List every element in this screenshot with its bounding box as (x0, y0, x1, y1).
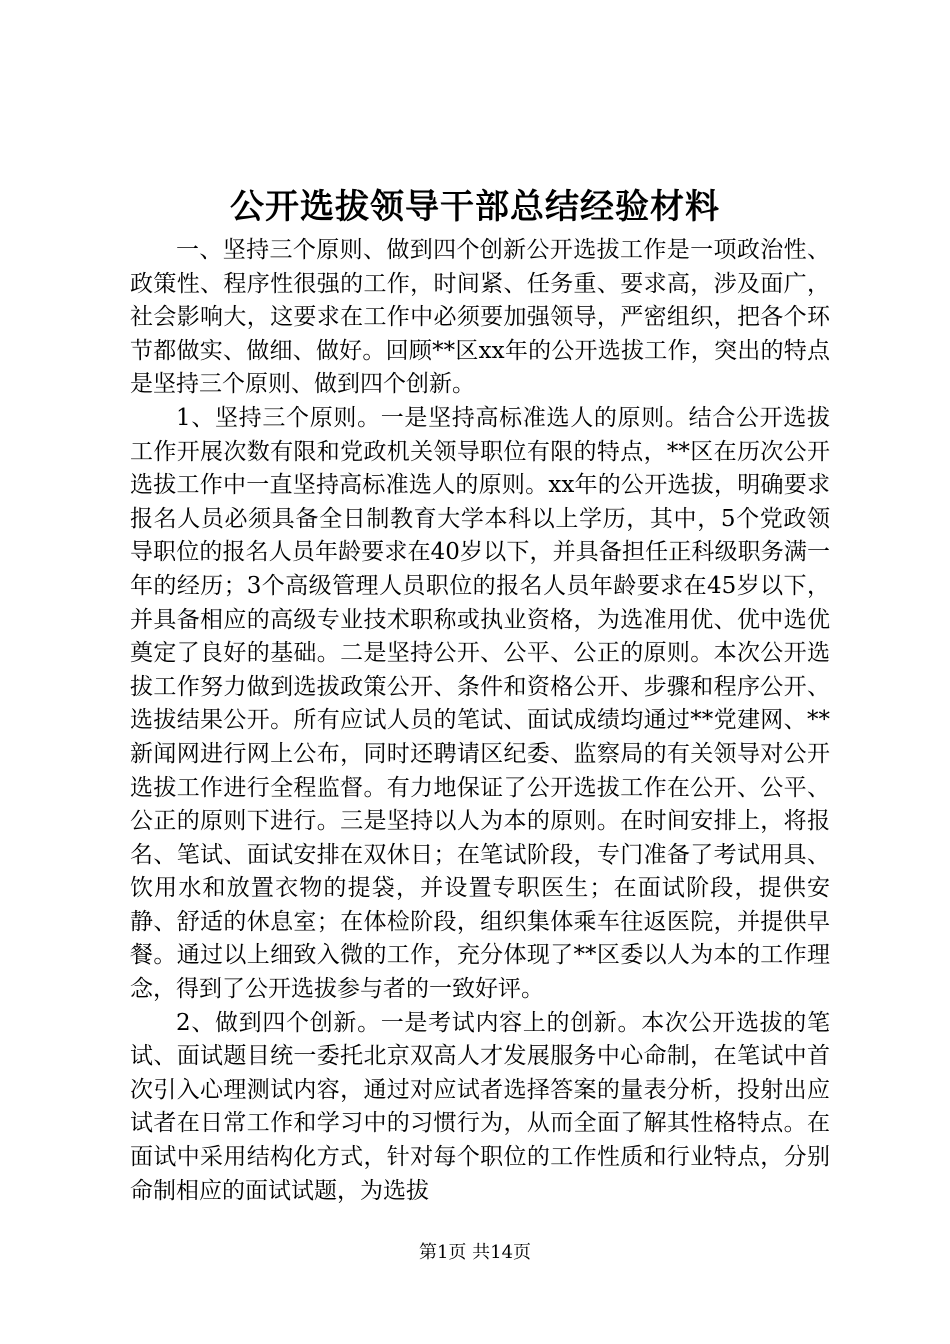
document-body (130, 234, 830, 1208)
document-title: 公开选拔领导干部总结经验材料 (230, 187, 720, 227)
paragraph-three-principles: 1、坚持三个原则。一是坚持高标准选人的原则。结合公开选拔工作开展次数有限和党政机关领导职位有限的特点，**区在历次公开选拔工作中一直坚持高标准选人的原则。xx年的公开选拔，明确要求报名人员必须具备全日制教育大学本科以上学历，其中，5个党政领导职位的报名人员年龄要求在40岁以下，并具备担任正科级职务满一年的经历；3个高级管理人员职位的报名人员年龄要求在45岁以下，并具备相应的高级专业技术职称或执业资格，为选准用优、优中选优奠定了良好的基础。二是坚持公开、公平、公正的原则。本次公开选拔工作努力做到选拔政策公开、条件和资格公开、步骤和程序公开、选拔结果公开。所有应试人员的笔试、面试成绩均通过**党建网、**新闻网进行网上公布，同时还聘请区纪委、监察局的有关领导对公开选拔工作进行全程监督。有力地保证了公开选拔工作在公开、公平、公正的原则下进行。三是坚持以人为本的原则。在时间安排上，将报名、笔试、面试安排在双休日；在笔试阶段，专门准备了考试用具、饮用水和放置衣物的提袋，并设置专职医生；在面试阶段，提供安静、舒适的休息室；在体检阶段，组织集体乘车往返医院，并提供早餐。通过以上细致入微的工作，充分体现了**区委以人为本的工作理念，得到了公开选拔参与者的一致好评。 (130, 404, 830, 1003)
paragraph-four-innovations: 2、做到四个创新。一是考试内容上的创新。本次公开选拔的笔试、面试题目统一委托北京双高人才发展服务中心命制，在笔试中首次引入心理测试内容，通过对应试者选择答案的量表分析，投射出应试者在日常工作和学习中的习惯行为，从而全面了解其性格特点。在面试中采用结构化方式，针对每个职位的工作性质和行业特点，分别命制相应的面试试题，为选拔 (130, 1009, 830, 1204)
paragraph-intro: 一、坚持三个原则、做到四个创新公开选拔工作是一项政治性、政策性、程序性很强的工作，时间紧、任务重、要求高，涉及面广，社会影响大，这要求在工作中必须要加强领导，严密组织，把各个环节都做实、做细、做好。回顾**区xx年的公开选拔工作，突出的特点是坚持三个原则、做到四个创新。 (130, 237, 830, 398)
page-number-footer: 第1页 共14页 (418, 1242, 532, 1263)
